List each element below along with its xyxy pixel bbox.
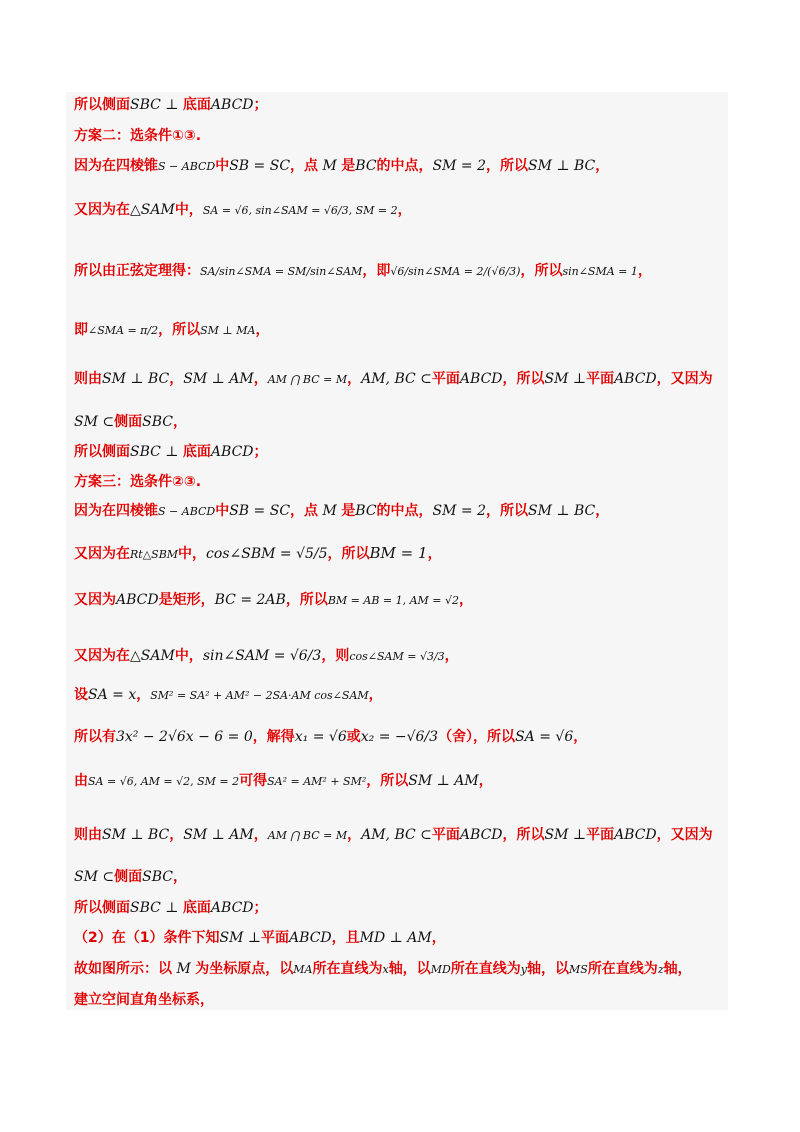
chinese-text: 故如图所示：以 — [74, 961, 172, 977]
chinese-text: 所以侧面 — [74, 900, 130, 916]
chinese-text: 所在直线为 — [312, 961, 383, 977]
text-line — [74, 826, 713, 845]
chinese-text: 方案二：选条件①③. — [74, 128, 202, 144]
math-expression: M — [318, 503, 342, 519]
chinese-text: ，又因为 — [656, 827, 713, 843]
chinese-text: 所以有 — [74, 729, 116, 745]
chinese-text: 是 — [341, 158, 356, 174]
math-expression: SM² = SA² + AM² − 2SA·AM cos∠SAM — [150, 689, 369, 702]
chinese-text: 轴，以 — [527, 961, 569, 977]
math-expression: BM = 1 — [369, 544, 428, 562]
math-expression: x₂ = −√6/3 — [360, 729, 439, 745]
math-expression: SM ⊥ — [544, 827, 587, 843]
chinese-text: 轴， — [663, 961, 692, 977]
chinese-text: ； — [253, 900, 268, 916]
chinese-text: ，所以 — [285, 592, 328, 608]
chinese-text: 底面 — [182, 444, 211, 460]
chinese-text: ， — [573, 729, 588, 745]
chinese-text: ，所以 — [502, 827, 545, 843]
chinese-text: 方案三：选条件②③. — [74, 474, 202, 490]
math-expression: sin∠SMA = 1 — [562, 265, 638, 278]
math-expression: ABCD — [614, 827, 657, 843]
chinese-text: ， — [431, 930, 446, 946]
math-expression: ABCD — [210, 444, 254, 460]
math-expression: SBC ⊥ — [130, 97, 183, 113]
math-expression: SM ⊥ AM — [408, 773, 479, 789]
chinese-text: ，点 — [290, 503, 319, 519]
math-expression: SA/sin∠SMA = SM/sin∠SAM — [200, 265, 363, 278]
chinese-text: 由 — [74, 773, 88, 789]
text-line — [74, 473, 201, 491]
math-expression: AM, BC ⊂ — [361, 371, 432, 387]
text-line — [74, 544, 442, 564]
math-expression: SM ⊥ BC — [102, 827, 170, 843]
chinese-text: ，则 — [321, 648, 350, 664]
chinese-text: 侧面 — [114, 414, 143, 430]
chinese-text: （舍），所以 — [438, 729, 516, 745]
math-expression: △SAM — [130, 648, 175, 664]
math-expression: SM ⊂ — [74, 869, 115, 885]
math-expression: ABCD — [614, 371, 657, 387]
math-expression: SB = SC — [229, 158, 291, 174]
chinese-text: 平面 — [431, 827, 460, 843]
text-line — [74, 591, 473, 610]
chinese-text: 为坐标原点，以 — [195, 961, 294, 977]
math-expression: SM ⊥ — [544, 371, 587, 387]
chinese-text: 底面 — [182, 97, 211, 113]
chinese-text: （2）在（1）条件下知 — [74, 930, 220, 946]
chinese-text: ，又因为 — [656, 371, 713, 387]
math-expression: SM = 2 — [432, 158, 487, 174]
chinese-text: ，所以 — [502, 371, 545, 387]
math-expression: SBC — [142, 869, 173, 885]
math-expression: z — [657, 963, 664, 976]
math-expression: SM ⊥ MA — [200, 324, 256, 337]
chinese-text: ， — [253, 371, 268, 387]
chinese-text: 又因为在 — [74, 648, 130, 664]
text-line — [74, 370, 713, 389]
math-expression: cos∠SAM = √3/3 — [349, 650, 445, 663]
math-expression: ABCD — [116, 592, 159, 608]
math-expression: x — [382, 963, 389, 976]
math-expression: y — [520, 963, 527, 976]
math-expression: SA = √6 — [515, 729, 574, 745]
math-expression: Rt△SBM — [130, 548, 179, 561]
math-expression: MD ⊥ AM — [359, 930, 432, 946]
chinese-text: 建立空间直角坐标系， — [74, 992, 214, 1008]
chinese-text: 所以侧面 — [74, 97, 130, 113]
math-expression: MD — [430, 963, 451, 976]
math-expression: SA = √6, AM = √2, SM = 2 — [88, 775, 240, 788]
math-expression: BC — [355, 158, 377, 174]
math-expression: SA = x — [88, 687, 137, 703]
chinese-text: ，且 — [331, 930, 360, 946]
chinese-text: 平面 — [586, 827, 615, 843]
chinese-text: ； — [253, 444, 268, 460]
text-line — [74, 686, 383, 705]
chinese-text: 的中点， — [376, 158, 433, 174]
math-expression: SBC — [142, 414, 173, 430]
math-expression: M — [318, 158, 342, 174]
chinese-text: ，所以 — [486, 503, 529, 519]
text-line — [74, 647, 459, 666]
math-expression: SM ⊂ — [74, 414, 115, 430]
chinese-text: ， — [397, 202, 412, 218]
chinese-text: 因为在四棱锥 — [74, 503, 158, 519]
chinese-text: 所在直线为 — [587, 961, 658, 977]
chinese-text: 中 — [215, 503, 230, 519]
math-expression: SA² = AM² + SM² — [267, 775, 367, 788]
text-line — [74, 443, 268, 461]
math-expression: SM ⊥ AM — [183, 827, 254, 843]
chinese-text: ， — [169, 371, 184, 387]
math-expression: cos∠SBM = √5/5 — [206, 546, 328, 562]
chinese-text: ， — [255, 322, 270, 338]
text-line — [74, 929, 446, 947]
chinese-text: ，所以 — [520, 263, 563, 279]
chinese-text: 是矩形， — [158, 592, 215, 608]
chinese-text: 中， — [174, 202, 203, 218]
chinese-text: 所在直线为 — [450, 961, 521, 977]
text-line — [74, 157, 609, 176]
math-expression: SA = √6, sin∠SAM = √6/3, SM = 2 — [202, 204, 398, 217]
math-expression: M — [172, 961, 196, 977]
math-expression: BM = AB = 1, AM = √2 — [327, 594, 460, 607]
chinese-text: 或 — [346, 729, 361, 745]
text-line — [74, 127, 201, 145]
math-expression: SBC ⊥ — [130, 444, 183, 460]
chinese-text: 则由 — [74, 827, 102, 843]
math-expression: SBC ⊥ — [130, 900, 183, 916]
chinese-text: 所以侧面 — [74, 444, 130, 460]
chinese-text: 是 — [341, 503, 356, 519]
math-expression: S − ABCD — [158, 505, 216, 518]
math-expression: SM = 2 — [432, 503, 487, 519]
chinese-text: ， — [172, 414, 187, 430]
math-expression: x₁ = √6 — [294, 729, 347, 745]
chinese-text: ， — [637, 263, 652, 279]
chinese-text: 侧面 — [114, 869, 143, 885]
math-expression: ABCD — [210, 97, 254, 113]
math-expression: ABCD — [289, 930, 332, 946]
chinese-text: 所以由正弦定理得： — [74, 263, 200, 279]
math-expression: △SAM — [130, 202, 175, 218]
math-expression: SM ⊥ BC — [528, 503, 596, 519]
text-line — [74, 772, 493, 791]
math-expression: SM ⊥ BC — [528, 158, 596, 174]
math-expression: sin∠SAM = √6/3 — [202, 648, 322, 664]
chinese-text: ，所以 — [486, 158, 529, 174]
text-line — [74, 413, 187, 431]
chinese-text: 中 — [215, 158, 230, 174]
chinese-text: ，所以 — [366, 773, 409, 789]
chinese-text: ， — [595, 503, 610, 519]
text-line — [74, 321, 269, 340]
chinese-text: ， — [347, 827, 362, 843]
text-line — [74, 960, 692, 979]
chinese-text: ， — [172, 869, 187, 885]
math-expression: SM ⊥ — [219, 930, 262, 946]
chinese-text: 中， — [174, 648, 203, 664]
math-expression: AM, BC ⊂ — [361, 827, 432, 843]
chinese-text: 又因为在 — [74, 202, 130, 218]
chinese-text: 底面 — [182, 900, 211, 916]
chinese-text: 即 — [74, 322, 88, 338]
math-expression: AM ⋂ BC = M — [267, 373, 348, 386]
chinese-text: ，点 — [290, 158, 319, 174]
chinese-text: 平面 — [586, 371, 615, 387]
chinese-text: ，所以 — [158, 322, 201, 338]
math-expression: √6/sin∠SMA = 2/(√6/3) — [390, 265, 521, 278]
math-expression: MA — [293, 963, 313, 976]
math-expression: AM ⋂ BC = M — [267, 829, 348, 842]
math-expression: SM ⊥ BC — [102, 371, 170, 387]
text-line — [74, 262, 652, 281]
math-expression: 3x² − 2√6x − 6 = 0 — [116, 729, 253, 745]
chinese-text: ， — [427, 546, 442, 562]
chinese-text: 因为在四棱锥 — [74, 158, 158, 174]
chinese-text: 的中点， — [376, 503, 433, 519]
text-line — [74, 96, 268, 114]
chinese-text: ， — [253, 827, 268, 843]
chinese-text: 平面 — [261, 930, 290, 946]
text-line — [74, 728, 587, 746]
chinese-text: ，即 — [362, 263, 391, 279]
chinese-text: 中， — [178, 546, 207, 562]
math-expression: ∠SMA = π/2 — [88, 324, 159, 337]
text-line — [74, 201, 412, 220]
chinese-text: ， — [169, 827, 184, 843]
text-line — [74, 502, 609, 521]
chinese-text: ； — [253, 97, 268, 113]
chinese-text: ， — [459, 592, 474, 608]
chinese-text: 设 — [74, 687, 88, 703]
chinese-text: 可得 — [239, 773, 268, 789]
math-expression: S − ABCD — [158, 160, 216, 173]
chinese-text: ， — [478, 773, 493, 789]
chinese-text: ，解得 — [252, 729, 295, 745]
chinese-text: ， — [136, 687, 151, 703]
chinese-text: 轴，以 — [388, 961, 431, 977]
text-line — [74, 991, 214, 1009]
chinese-text: 又因为在 — [74, 546, 130, 562]
math-expression: SM ⊥ AM — [183, 371, 254, 387]
chinese-text: ， — [347, 371, 362, 387]
chinese-text: 则由 — [74, 371, 102, 387]
chinese-text: ， — [595, 158, 610, 174]
text-line — [74, 899, 268, 917]
math-expression: BC — [355, 503, 377, 519]
chinese-text: ，所以 — [327, 546, 370, 562]
math-expression: MS — [569, 963, 588, 976]
math-expression: ABCD — [459, 371, 503, 387]
math-expression: ABCD — [459, 827, 503, 843]
chinese-text: 平面 — [431, 371, 460, 387]
math-expression: ABCD — [210, 900, 254, 916]
math-expression: SB = SC — [229, 503, 291, 519]
chinese-text: ， — [368, 687, 383, 703]
math-expression: BC = 2AB — [214, 592, 286, 608]
chinese-text: ， — [444, 648, 459, 664]
text-line — [74, 868, 187, 886]
chinese-text: 又因为 — [74, 592, 116, 608]
